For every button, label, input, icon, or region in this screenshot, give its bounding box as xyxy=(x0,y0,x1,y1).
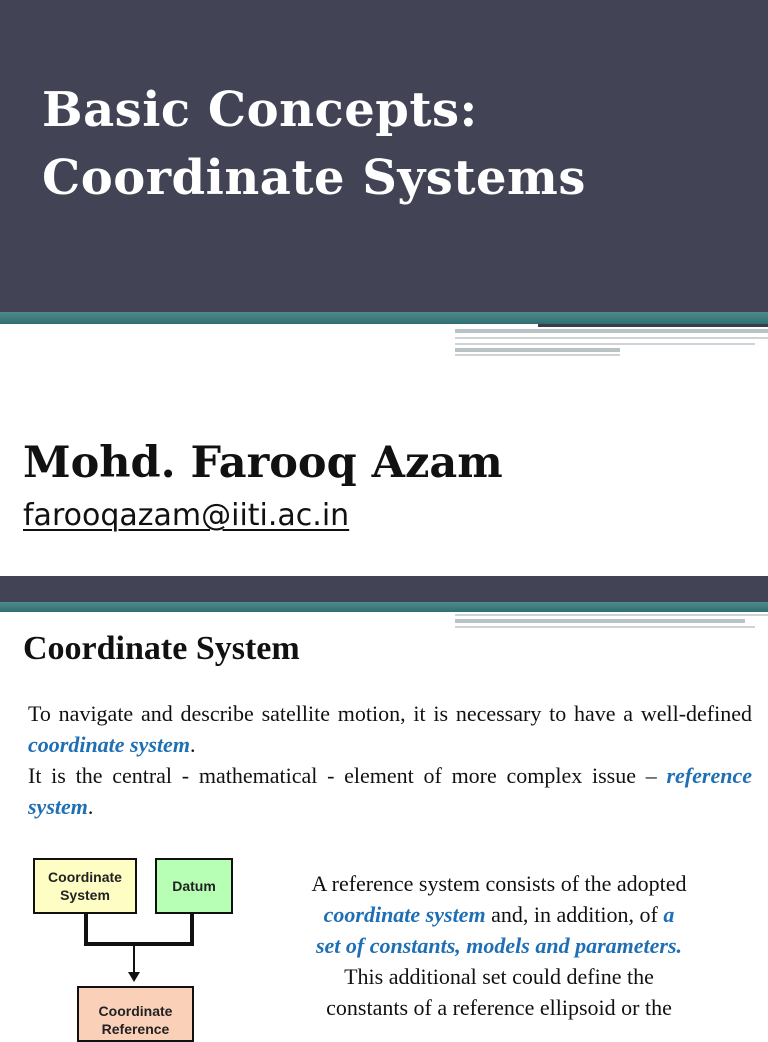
accent-line xyxy=(455,329,768,333)
accent-line xyxy=(455,354,620,356)
accent-line xyxy=(455,348,620,352)
diagram-box-datum: Datum xyxy=(155,858,233,914)
author-name: Mohd. Farooq Azam xyxy=(23,438,503,488)
description-line-4: This additional set could define the xyxy=(344,964,654,989)
content-slide xyxy=(0,576,768,1037)
header-band xyxy=(0,576,768,602)
emphasis-reference-system: reference system xyxy=(28,763,752,819)
slide-heading: Coordinate System xyxy=(23,630,300,667)
accent-stripe xyxy=(0,602,768,612)
diagram-connector xyxy=(84,942,194,946)
emphasis-a: a xyxy=(663,902,675,927)
emphasis-coordinate-system: coordinate system xyxy=(28,732,190,757)
paragraph-text: To navigate and describe satellite motion, it is necessary to have a well-defined xyxy=(28,701,752,726)
accent-line xyxy=(455,626,755,628)
emphasis-coordinate-system: coordinate system xyxy=(323,902,486,927)
author-email-link[interactable]: farooqazam@iiti.ac.in xyxy=(23,498,350,533)
description-line-2 xyxy=(268,899,730,930)
description-line-3: set of constants, models and parameters. xyxy=(315,933,683,958)
accent-line xyxy=(455,619,745,623)
diagram-box-coordinate-system: Coordinate System xyxy=(33,858,137,914)
accent-stripe xyxy=(0,312,768,324)
paragraph-text: . xyxy=(189,732,196,757)
diagram-connector xyxy=(84,914,88,944)
description-line-5: constants of a reference ellipsoid or the xyxy=(326,995,672,1020)
slide-separator xyxy=(0,560,768,576)
accent-line xyxy=(455,614,768,616)
arrow-down-icon xyxy=(128,972,140,982)
slide-title-line-2: Coordinate Systems xyxy=(42,150,586,206)
diagram-connector xyxy=(190,914,194,944)
paragraph-reference-system xyxy=(28,760,752,822)
slide-title-line-1: Basic Concepts: xyxy=(42,82,478,138)
accent-line xyxy=(538,324,768,327)
description-line-1: A reference system consists of the adopted xyxy=(311,871,687,896)
diagram-connector xyxy=(133,944,135,972)
slide-title xyxy=(42,76,586,212)
accent-line xyxy=(455,337,768,339)
accent-line xyxy=(455,343,755,345)
reference-system-description xyxy=(268,868,730,1023)
description-text: and, in addition, of xyxy=(485,902,664,927)
paragraph-text: It is the central - mathematical - element of more complex issue – xyxy=(28,763,667,788)
paragraph-text: . xyxy=(87,794,94,819)
diagram-box-coordinate-reference: Coordinate Reference xyxy=(77,986,194,1042)
paragraph-coordinate-system xyxy=(28,698,752,760)
